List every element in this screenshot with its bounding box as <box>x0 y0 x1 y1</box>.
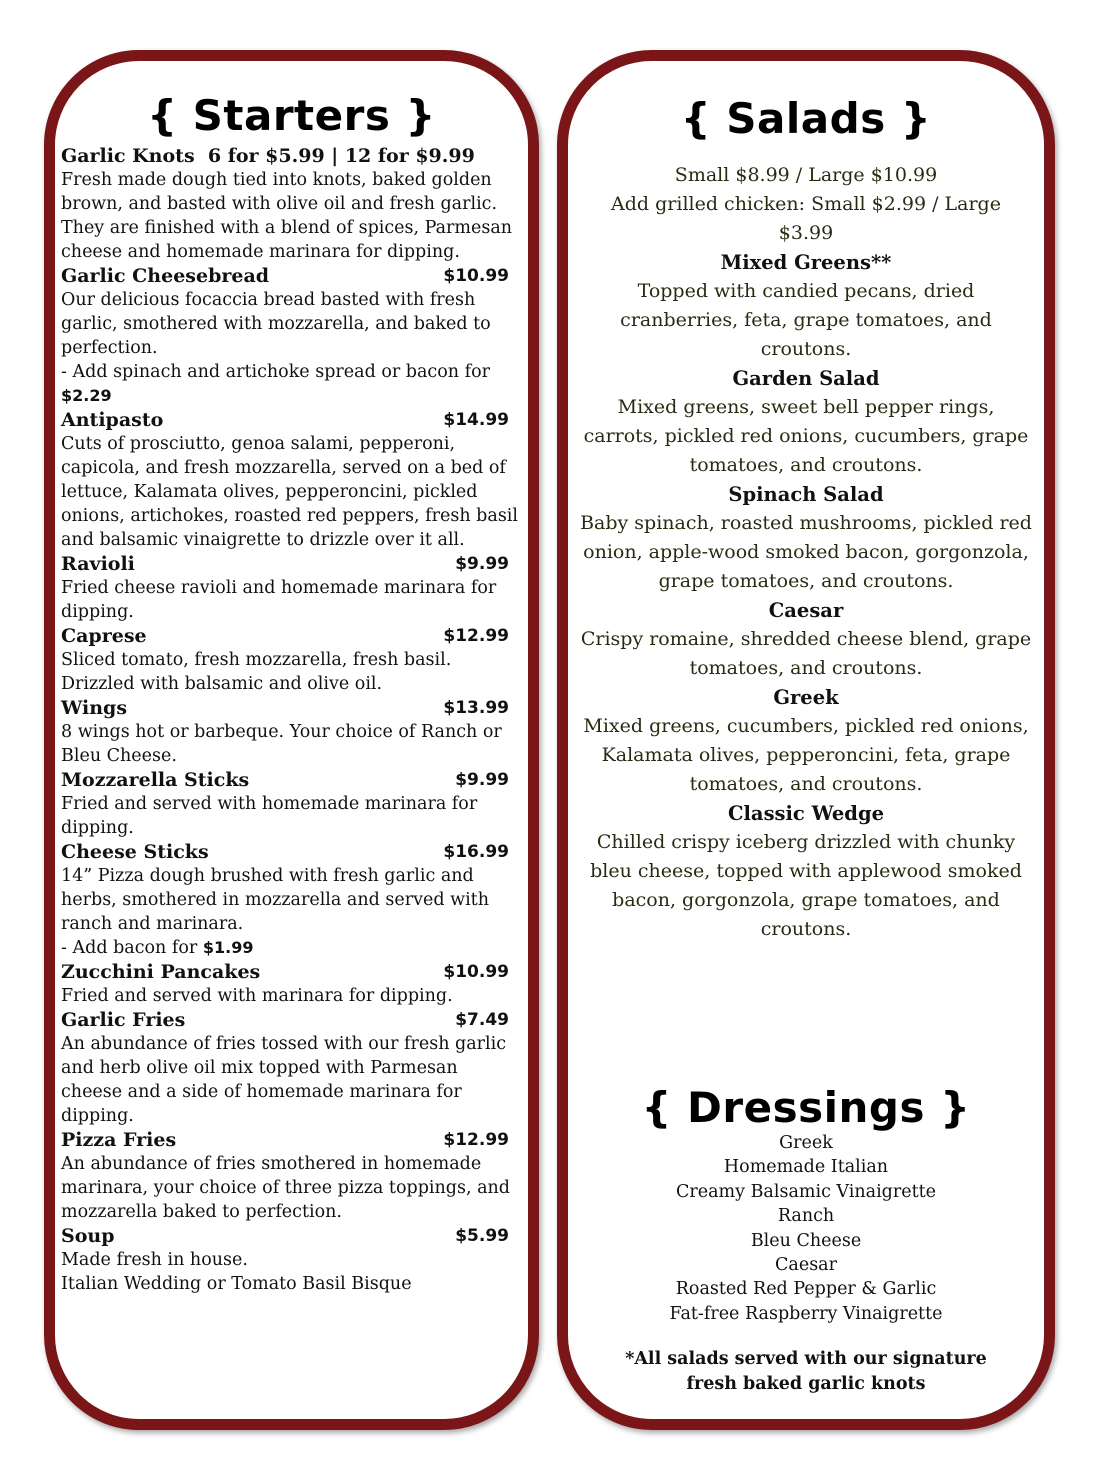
starter-description: Fresh made dough tied into knots, baked golden brown, and basted with olive oil and fresh garlic. They are finished with a blend of spices, Parmesan cheese and homemade marinara for dipping. <box>61 170 513 262</box>
starters-panel <box>44 50 539 1430</box>
dressing-item: Creamy Balsamic Vinaigrette <box>675 1181 937 1202</box>
salads-panel <box>557 50 1055 1430</box>
starter-description: Cuts of prosciutto, genoa salami, pepperoni, capicola, and fresh mozzarella, served on a bed of lettuce, Kalamata olives, pepperoncini, pickled onions, artichokes, roasted red peppers, fresh basil and balsamic vinaigrette to drizzle over it all. <box>61 434 518 550</box>
starter-description: 8 wings hot or barbeque. Your choice of Ranch or Bleu Cheese. <box>61 722 502 766</box>
starter-name: Garlic Knots 6 for $5.99 | 12 for $9.99 <box>61 145 475 167</box>
starter-title <box>61 144 521 168</box>
dressing-item: Roasted Red Pepper & Garlic <box>675 1279 937 1300</box>
starter-description: 14” Pizza dough brushed with fresh garlic and herbs, smothered in mozzarella and served with ranch and marinara. <box>61 866 489 934</box>
dressing-item: Fat-free Raspberry Vinaigrette <box>669 1303 943 1324</box>
starter-item <box>61 696 521 768</box>
addon-text: - Add bacon for <box>61 938 203 958</box>
dressing-item: Greek <box>779 1133 833 1153</box>
starter-price: $5.99 <box>455 1226 509 1246</box>
salad-name: Spinach Salad <box>728 483 884 506</box>
addon-price: $1.99 <box>202 938 254 957</box>
starter-item <box>61 552 521 624</box>
starter-price: $12.99 <box>443 1130 509 1150</box>
salad-name: Classic Wedge <box>728 802 884 825</box>
salad-name: Garden Salad <box>732 367 880 390</box>
starter-title <box>61 552 521 576</box>
dressing-item: Bleu Cheese <box>750 1230 862 1251</box>
starter-addon <box>61 360 521 408</box>
starter-name: Zucchini Pancakes <box>61 961 261 983</box>
starter-item <box>61 1224 521 1296</box>
starter-title <box>61 840 521 864</box>
starter-addon <box>61 936 521 960</box>
starter-name: Antipasto <box>61 409 164 431</box>
starter-title <box>61 768 521 792</box>
starter-price: $7.49 <box>455 1010 509 1030</box>
starter-item <box>61 624 521 696</box>
starter-description: Fried cheese ravioli and homemade marinara for dipping. <box>61 578 497 622</box>
starter-item <box>61 960 521 1008</box>
starter-name: Wings <box>61 697 128 719</box>
starter-description: Made fresh in house. Italian Wedding or Tomato Basil Bisque <box>61 1250 412 1294</box>
starter-title <box>61 1128 521 1152</box>
starter-name: Mozzarella Sticks <box>61 769 250 791</box>
starter-price: $9.99 <box>455 770 509 790</box>
starters-list <box>61 144 521 1296</box>
starter-title <box>61 696 521 720</box>
salad-name: Greek <box>773 686 839 709</box>
addon-text: - Add spinach and artichoke spread or bacon for <box>61 362 490 382</box>
salad-size-prices: Small $8.99 / Large $10.99 <box>674 164 938 186</box>
starter-item <box>61 768 521 840</box>
starter-price: $10.99 <box>443 962 509 982</box>
salads-footnote: *All salads served with our signature fresh baked garlic knots <box>625 1349 987 1394</box>
dressing-item: Ranch <box>777 1206 835 1227</box>
starter-price: $10.99 <box>443 266 509 286</box>
starter-item <box>61 144 521 264</box>
salad-description: Crispy romaine, shredded cheese blend, grape tomatoes, and croutons. <box>580 628 1032 679</box>
addon-price: $2.29 <box>61 386 112 405</box>
salads-body <box>580 161 1032 944</box>
starter-description: Fried and served with marinara for dipping. <box>61 986 453 1006</box>
starter-price: $14.99 <box>443 410 509 430</box>
starter-name: Soup <box>61 1225 115 1247</box>
starter-item <box>61 1008 521 1128</box>
starter-name: Ravioli <box>61 553 135 575</box>
starter-price: $16.99 <box>443 842 509 862</box>
dressing-item: Homemade Italian <box>723 1157 889 1178</box>
starter-item <box>61 840 521 960</box>
starter-name: Garlic Cheesebread <box>61 265 270 287</box>
salad-chicken-addon: Add grilled chicken: Small $2.99 / Large $3.99 <box>611 193 1001 244</box>
salad-list <box>580 248 1032 944</box>
salad-name: Mixed Greens** <box>720 251 892 274</box>
salad-description: Mixed greens, cucumbers, pickled red onions, Kalamata olives, pepperoncini, feta, grape tomatoes, and croutons. <box>583 715 1029 795</box>
starter-description: An abundance of fries smothered in homemade marinara, your choice of three pizza toppings, and mozzarella baked to perfection. <box>61 1154 510 1222</box>
starter-title <box>61 1008 521 1032</box>
starter-price: $9.99 <box>455 554 509 574</box>
salad-description: Topped with candied pecans, dried cranberries, feta, grape tomatoes, and croutons. <box>620 280 992 360</box>
starter-title <box>61 960 521 984</box>
starter-item <box>61 264 521 408</box>
salad-name: Caesar <box>768 599 844 622</box>
starter-title <box>61 264 521 288</box>
starter-description: An abundance of fries tossed with our fresh garlic and herb olive oil mix topped with Parmesan cheese and a side of homemade marinara for dipping. <box>61 1034 507 1126</box>
dressings-heading: { Dressings } <box>641 1083 971 1132</box>
starter-description: Sliced tomato, fresh mozzarella, fresh basil. Drizzled with balsamic and olive oil. <box>61 650 452 694</box>
salad-description: Baby spinach, roasted mushrooms, pickled red onion, apple-wood smoked bacon, gorgonzola, grape tomatoes, and croutons. <box>580 512 1032 592</box>
starter-description: Fried and served with homemade marinara for dipping. <box>61 794 478 838</box>
starter-description: Our delicious focaccia bread basted with fresh garlic, smothered with mozzarella, and baked to perfection. <box>61 290 491 358</box>
dressing-item: Caesar <box>775 1255 837 1276</box>
starter-title <box>61 624 521 648</box>
salad-description: Chilled crispy iceberg drizzled with chunky bleu cheese, topped with applewood smoked bacon, gorgonzola, grape tomatoes, and croutons. <box>590 831 1022 940</box>
starters-heading: { Starters } <box>147 91 436 140</box>
starter-item <box>61 1128 521 1224</box>
starter-title <box>61 1224 521 1248</box>
starter-item <box>61 408 521 552</box>
salads-heading: { Salads } <box>680 94 932 143</box>
starter-name: Garlic Fries <box>61 1009 186 1031</box>
dressings-list <box>568 1131 1044 1326</box>
starter-price: $12.99 <box>443 626 509 646</box>
starter-name: Pizza Fries <box>61 1129 177 1151</box>
salad-description: Mixed greens, sweet bell pepper rings, carrots, pickled red onions, cucumbers, grape tomatoes, and croutons. <box>583 396 1029 476</box>
starter-price: $13.99 <box>443 698 509 718</box>
starter-title <box>61 408 521 432</box>
starter-name: Caprese <box>61 625 147 647</box>
starter-name: Cheese Sticks <box>61 841 209 863</box>
